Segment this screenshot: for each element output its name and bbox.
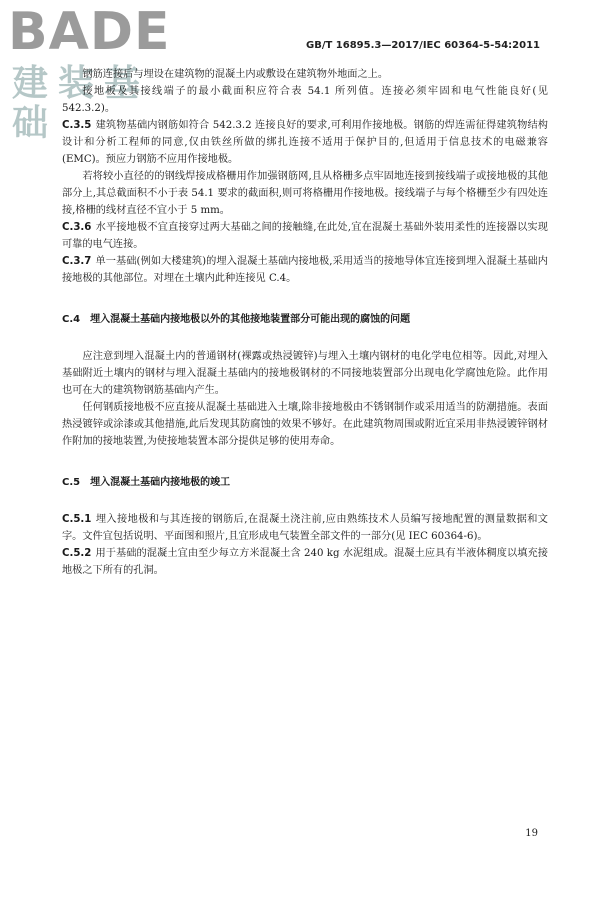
clause-number: C.5.2 [62, 548, 92, 559]
paragraph: 若将较小直径的的钢线焊接成格栅用作加强钢筋网,且从格栅多点牢固地连接到接线端子或接地极的其他部分上,其总截面积不小于表 54.1 要求的截面积,则可将格栅用作接地极。接线端子与每个格栅至少有四处连接,格栅的线材直径不宜小于 5 mm。 [62, 171, 548, 216]
clause-text: 水平接地极不宜直接穿过两大基础之间的接触缝,在此处,宜在混凝土基础外装用柔性的连接器以实现可靠的电气连接。 [62, 222, 548, 250]
clause-number: C.3.6 [62, 222, 92, 233]
clause-c35 [62, 117, 548, 168]
clause-text: 单一基础(例如大楼建筑)的埋入混凝土基础内接地极,采用适当的接地导体宜连接到埋入混凝土基础内接地极的其他部位。对埋在土壤内此种连接见 C.4。 [62, 256, 548, 284]
paragraph: 任何钢质接地极不应直接从混凝土基础进入土壤,除非接地极由不锈钢制作或采用适当的防潮措施。表面热浸镀锌或涂漆或其他措施,此后发现其防腐蚀的效果不够好。在此建筑物周围或附近宜采用非热浸镀锌钢材作附加的接地装置,为使接地装置本部分提供足够的使用寿命。 [62, 402, 548, 447]
section-heading-c5: C.5 埋入混凝土基础内接地极的竣工 [62, 477, 231, 488]
paragraph: 应注意到埋入混凝土内的普通钢材(裸露或热浸镀锌)与埋入土壤内钢材的电化学电位相等。因此,对埋入基础附近土壤内的钢材与埋入混凝土基础内的接地极钢材的不同接地装置部分出现电化学腐蚀危险。此作用也可在大的建筑物钢筋基础内产生。 [62, 351, 548, 396]
paragraph: 钢筋连接后与埋设在建筑物的混凝土内或敷设在建筑物外地面之上。 [82, 69, 389, 80]
paragraph: 接地板及其接线端子的最小截面积应符合表 54.1 所列值。连接必须牢固和电气性能良好(见 542.3.2)。 [62, 86, 548, 114]
watermark-logo-text: BADE [8, 2, 171, 62]
clause-number: C.3.5 [62, 120, 92, 131]
clause-c52 [62, 545, 548, 579]
clause-number: C.5.1 [62, 514, 92, 525]
page-number: 19 [525, 828, 538, 839]
clause-c36 [62, 219, 548, 253]
clause-number: C.3.7 [62, 256, 92, 267]
clause-text: 用于基础的混凝土宜由至少每立方米混凝土含 240 kg 水泥组成。混凝土应具有半液体稠度以填充接地极之下所有的孔洞。 [62, 548, 548, 576]
document-body [62, 66, 548, 579]
clause-c37 [62, 253, 548, 287]
section-heading-c4: C.4 埋入混凝土基础内接地极以外的其他接地装置部分可能出现的腐蚀的问题 [62, 314, 411, 325]
clause-c51 [62, 511, 548, 545]
clause-text: 建筑物基础内钢筋如符合 542.3.2 连接良好的要求,可利用作接地极。钢筋的焊连需征得建筑物结构设计和分析工程师的同意,仅由铁丝所做的绑扎连接不适用于保护目的,但适用于信息技术的电磁兼容(EMC)。预应力钢筋不应用作接地极。 [62, 120, 548, 165]
standard-code: GB/T 16895.3—2017/IEC 60364-5-54:2011 [306, 40, 540, 51]
clause-text: 埋入接地极和与其连接的钢筋后,在混凝土浇注前,应由熟练技术人员编写接地配置的测量数据和文字。文件宜包括说明、平面图和照片,且宜形成电气装置全部文件的一部分(见 IEC 60364-6)。 [62, 514, 548, 542]
watermark-subtext: 建装基础 [12, 63, 151, 144]
